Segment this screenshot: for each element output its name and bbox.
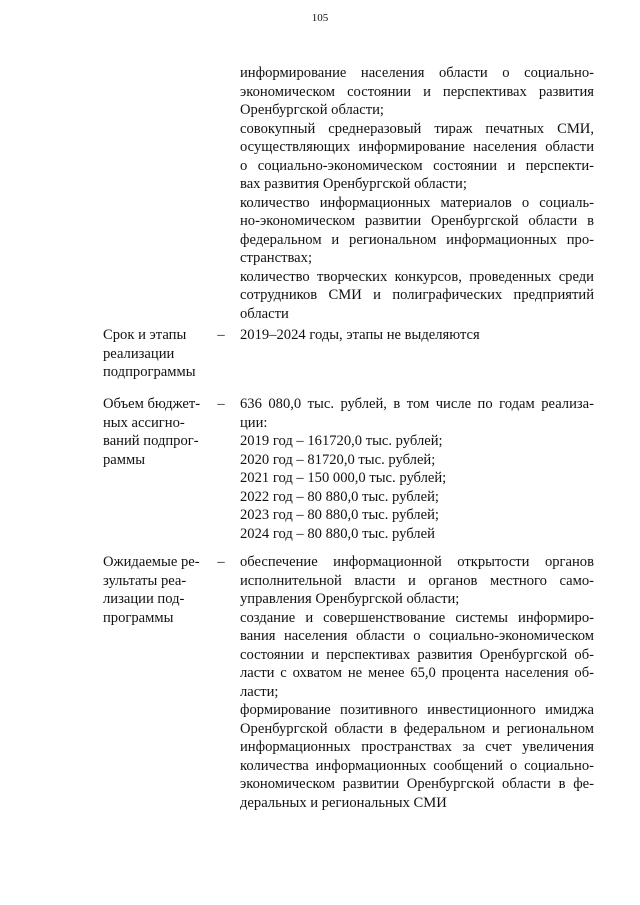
label-line: Ожидаемые ре-	[103, 554, 200, 570]
budget-label	[103, 395, 207, 469]
budget-content	[240, 395, 594, 543]
results-label	[103, 553, 207, 627]
content-line: вах развития Оренбургской области;	[240, 176, 467, 192]
content-line: о социально-экономическом состоянии и перспекти-	[240, 157, 594, 174]
content-line: состоянии и перспективах развития Оренбургской об-	[240, 646, 594, 663]
terms-dash: –	[217, 327, 225, 343]
content-line: 2023 год – 80 880,0 тыс. рублей;	[240, 507, 439, 523]
content-line: ции:	[240, 414, 268, 431]
content-line: области	[240, 305, 289, 322]
content-line: формирование позитивного инвестиционного имиджа	[240, 702, 594, 718]
label-line: ваний подпрог-	[103, 433, 199, 449]
content-line: Оренбургской области;	[240, 102, 384, 118]
content-line: 2019–2024 годы, этапы не выделяются	[240, 327, 480, 343]
content-line: странствах;	[240, 250, 312, 266]
content-line: экономическом развитии Оренбургской области в фе-	[240, 776, 594, 792]
label-line: Объем бюджет-	[103, 396, 201, 412]
terms-content	[240, 326, 594, 345]
label-line: программы	[103, 609, 174, 626]
content-line: информирование населения области о социально-	[240, 65, 594, 81]
content-line: обеспечение информационной открытости органов	[240, 554, 594, 570]
indicators-content	[240, 64, 594, 323]
content-line: информационных пространствах за счет увеличения	[240, 739, 594, 755]
label-line: подпрограммы	[103, 364, 196, 380]
content-line: ласти с охватом не менее 65,0 процента населения об-	[240, 665, 594, 681]
label-line: зультаты реа-	[103, 572, 187, 589]
content-line: количество информационных материалов о социаль-	[240, 194, 594, 211]
content-line: экономическом состоянии и перспективах развития	[240, 83, 594, 100]
content-line: 2019 год – 161720,0 тыс. рублей;	[240, 433, 443, 449]
content-line: 2022 год – 80 880,0 тыс. рублей;	[240, 488, 439, 505]
content-line: исполнительной власти и органов местного само-	[240, 572, 594, 589]
content-line: совокупный среднеразовый тираж печатных СМИ,	[240, 120, 594, 137]
label-line: реализации	[103, 345, 175, 362]
content-line: вания населения области о социально-экономическом	[240, 628, 594, 644]
content-line: создание и совершенствование системы информиро-	[240, 609, 594, 626]
content-line: количества информационных сообщений о социально-	[240, 757, 594, 774]
content-line: 2024 год – 80 880,0 тыс. рублей	[240, 525, 435, 542]
content-line: 2021 год – 150 000,0 тыс. рублей;	[240, 470, 447, 486]
content-line: осуществляющих информирование населения области	[240, 139, 594, 155]
budget-dash: –	[217, 396, 225, 412]
label-line: ных ассигно-	[103, 414, 185, 431]
content-line: Оренбургской области в федеральном и региональном	[240, 720, 594, 737]
page-number: 105	[311, 12, 329, 24]
content-line: 2020 год – 81720,0 тыс. рублей;	[240, 451, 436, 468]
content-line: деральных и региональных СМИ	[240, 794, 447, 811]
terms-label	[103, 326, 207, 382]
label-line: Срок и этапы	[103, 327, 187, 343]
results-content	[240, 553, 594, 812]
content-line: но-экономическом развитии Оренбургской области в	[240, 213, 594, 229]
content-line: управления Оренбургской области;	[240, 591, 460, 607]
content-line: сотрудников СМИ и полиграфических предприятий	[240, 287, 594, 303]
content-line: количество творческих конкурсов, проведенных среди	[240, 268, 594, 285]
results-dash: –	[217, 554, 225, 570]
content-line: ласти;	[240, 683, 279, 700]
content-line: федеральном и региональном информационных про-	[240, 231, 594, 248]
content-line: 636 080,0 тыс. рублей, в том числе по годам реализа-	[240, 396, 594, 412]
label-line: лизации под-	[103, 591, 185, 607]
label-line: раммы	[103, 451, 146, 468]
